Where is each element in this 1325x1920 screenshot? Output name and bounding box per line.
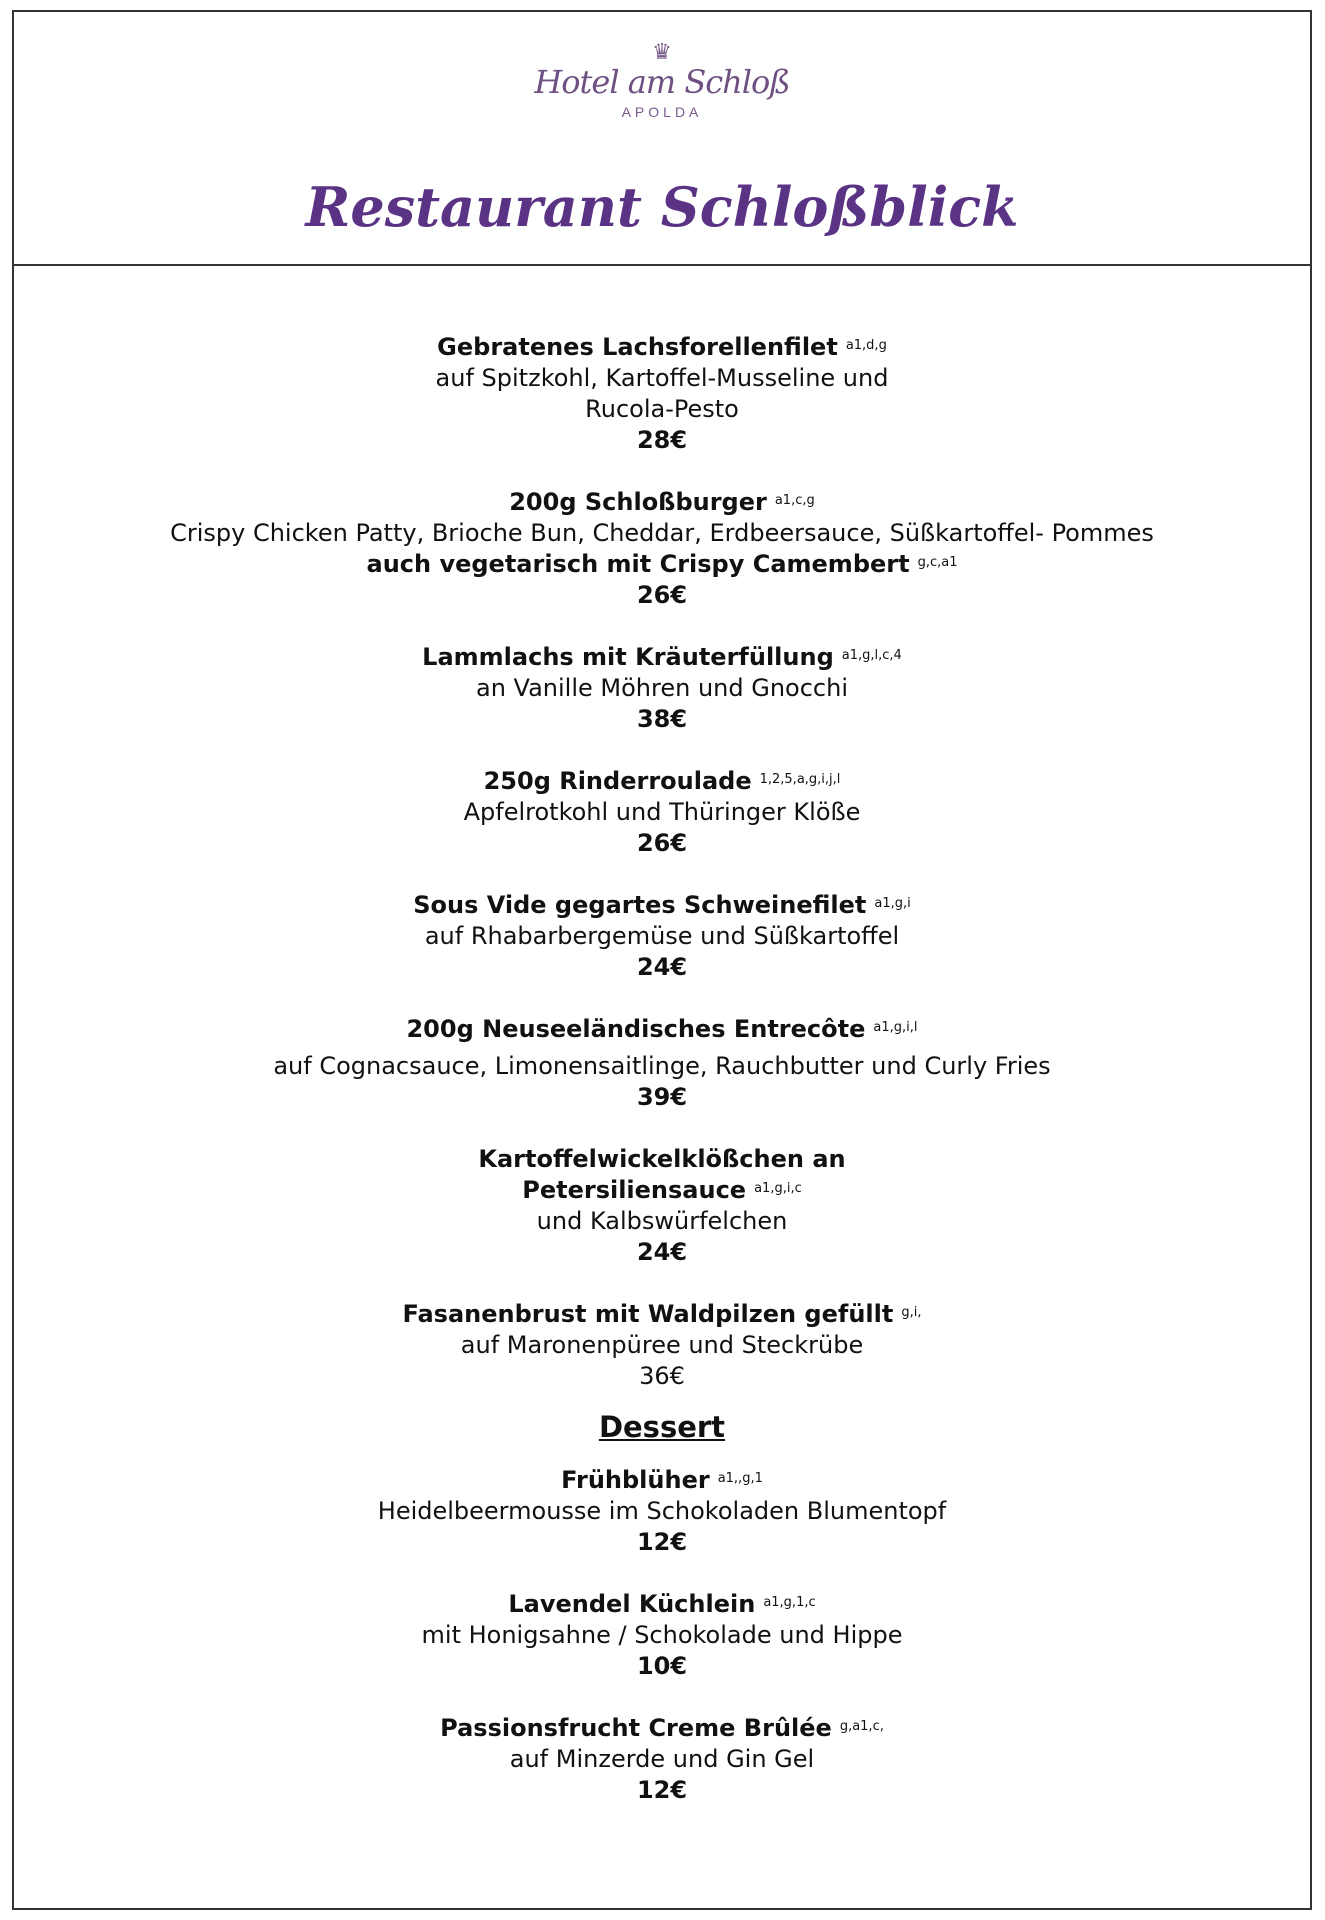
dish-description: Apfelrotkohl und Thüringer Klöße bbox=[463, 798, 861, 826]
allergen-codes: a1,g,i,c bbox=[754, 1181, 802, 1196]
dish-price: 12€ bbox=[636, 1528, 688, 1556]
menu-frame bbox=[12, 10, 1312, 1910]
menu-item bbox=[14, 1465, 1310, 1558]
crown-icon: ♛ bbox=[652, 40, 672, 65]
dish-price: 39€ bbox=[636, 1083, 688, 1111]
menu-item bbox=[14, 1713, 1310, 1806]
menu-item bbox=[14, 1589, 1310, 1682]
dish-price: 26€ bbox=[636, 581, 688, 609]
dish-name: Passionsfrucht Creme Brûlée $^{g,a1,c,}$ bbox=[440, 1714, 884, 1742]
logo-wordmark: Hotel am Schloß bbox=[534, 63, 790, 101]
allergen-codes: a1,,g,1 bbox=[717, 1471, 763, 1486]
allergen-codes: g,i, bbox=[901, 1305, 922, 1320]
dish-name: Kartoffelwickelklößchen an bbox=[478, 1145, 846, 1173]
dish-name: Petersiliensauce $^{a1,g,i,c}$ bbox=[522, 1176, 802, 1204]
dish-price: 26€ bbox=[636, 829, 688, 857]
dish-price: 12€ bbox=[636, 1776, 688, 1804]
logo-city: APOLDA bbox=[621, 104, 703, 120]
allergen-codes: a1,g,1,c bbox=[763, 1595, 816, 1610]
allergen-codes: a1,g,l,c,4 bbox=[841, 648, 902, 663]
dish-description: an Vanille Möhren und Gnocchi bbox=[475, 674, 848, 702]
dish-price: 36€ bbox=[639, 1362, 685, 1390]
dish-description: Heidelbeermousse im Schokoladen Blumentopf bbox=[377, 1497, 947, 1525]
dish-price: 28€ bbox=[636, 426, 688, 454]
dish-description: auf Rhabarbergemüse und Süßkartoffel bbox=[424, 922, 900, 950]
menu-body bbox=[14, 332, 1310, 1837]
dish-name: Lammlachs mit Kräuterfüllung $^{a1,g,l,c,4}$ bbox=[422, 643, 902, 671]
dish-name: Frühblüher $^{a1,,g,1}$ bbox=[561, 1466, 763, 1494]
dish-name: 250g Rinderroulade $^{1,2,5,a,g,i,j,l}$ bbox=[483, 767, 841, 795]
hotel-logo bbox=[14, 42, 1310, 120]
dish-name: Lavendel Küchlein $^{a1,g,1,c}$ bbox=[508, 1590, 816, 1618]
dish-description: und Kalbswürfelchen bbox=[536, 1207, 788, 1235]
menu-item bbox=[14, 766, 1310, 859]
dish-description: Rucola-Pesto bbox=[585, 395, 739, 423]
allergen-codes: a1,g,i,l bbox=[873, 1020, 918, 1035]
dish-price: 24€ bbox=[636, 953, 688, 981]
dish-price: 10€ bbox=[636, 1652, 688, 1680]
menu-item bbox=[14, 1144, 1310, 1268]
dish-price: 24€ bbox=[636, 1238, 688, 1266]
dish-variant: auch vegetarisch mit Crispy Camembert $^{g,c,a1}$ bbox=[366, 550, 958, 578]
dish-description: auf Spitzkohl, Kartoffel-Musseline und bbox=[435, 364, 889, 392]
dish-name: Sous Vide gegartes Schweinefilet $^{a1,g,i}$ bbox=[413, 891, 911, 919]
dish-description: auf Maronenpüree und Steckrübe bbox=[460, 1331, 864, 1359]
dish-description: mit Honigsahne / Schokolade und Hippe bbox=[421, 1621, 903, 1649]
dish-description: auf Cognacsauce, Limonensaitlinge, Rauchbutter und Curly Fries bbox=[273, 1052, 1051, 1080]
menu-item bbox=[14, 487, 1310, 611]
allergen-codes: 1,2,5,a,g,i,j,l bbox=[759, 772, 841, 787]
dish-name: Fasanenbrust mit Waldpilzen gefüllt $^{g,i,}$ bbox=[402, 1300, 922, 1328]
menu-item bbox=[14, 1014, 1310, 1113]
allergen-codes: g,c,a1 bbox=[917, 555, 958, 570]
allergen-codes: g,a1,c, bbox=[839, 1719, 884, 1734]
dish-description: Crispy Chicken Patty, Brioche Bun, Cheddar, Erdbeersauce, Süßkartoffel- Pommes bbox=[170, 519, 1154, 547]
dish-description: auf Minzerde und Gin Gel bbox=[509, 1745, 815, 1773]
allergen-codes: a1,c,g bbox=[774, 493, 815, 508]
dish-name: Gebratenes Lachsforellenfilet $^{a1,d,g}$ bbox=[437, 333, 887, 361]
allergen-codes: a1,g,i bbox=[874, 896, 911, 911]
dish-price: 38€ bbox=[636, 705, 688, 733]
menu-item bbox=[14, 332, 1310, 456]
menu-header bbox=[14, 12, 1310, 266]
menu-item bbox=[14, 1299, 1310, 1392]
menu-item bbox=[14, 890, 1310, 983]
restaurant-title: Restaurant Schloßblick bbox=[305, 175, 1019, 239]
dish-name: 200g Neuseeländisches Entrecôte $^{a1,g,i,l}$ bbox=[406, 1015, 918, 1043]
menu-item bbox=[14, 642, 1310, 735]
dessert-heading: Dessert bbox=[598, 1410, 726, 1444]
allergen-codes: a1,d,g bbox=[845, 338, 887, 353]
dish-name: 200g Schloßburger $^{a1,c,g}$ bbox=[509, 488, 815, 516]
